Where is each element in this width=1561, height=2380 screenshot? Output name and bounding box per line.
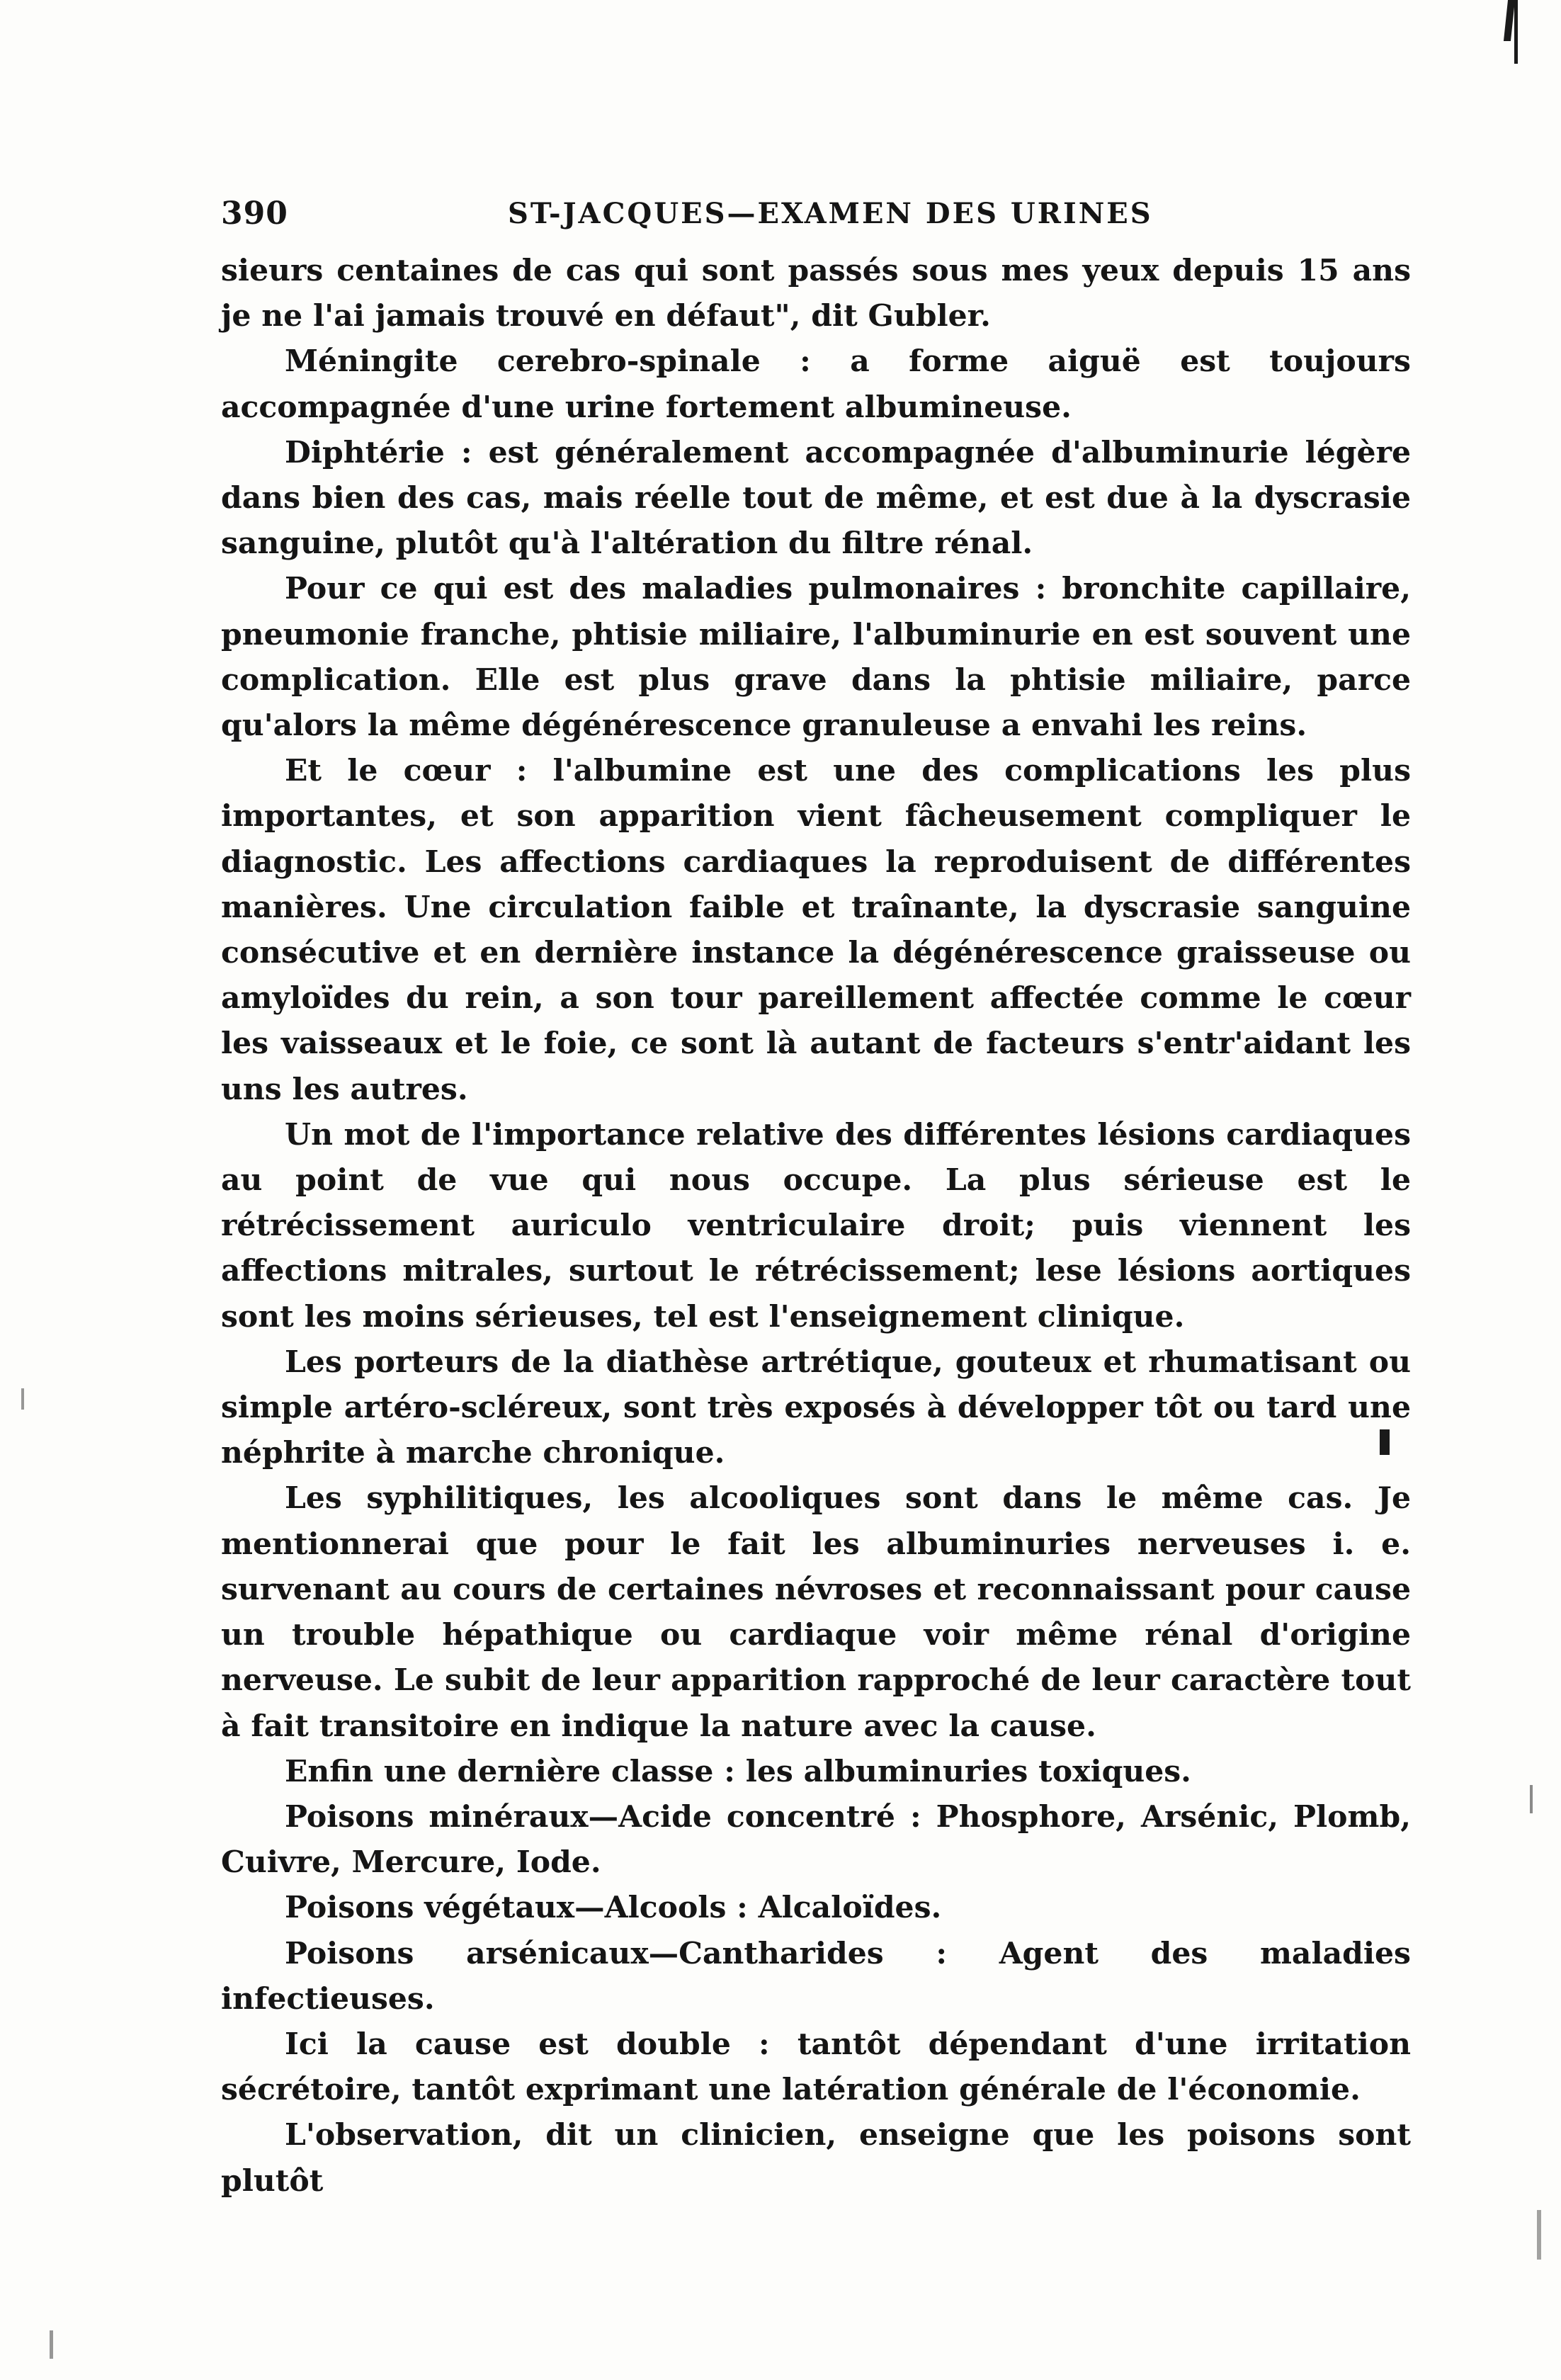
paragraph: Méningite cerebro-spinale : a forme aiguë est toujours accompagnée d'une urine fortement albumineuse. [221,344,1411,425]
running-title: ST-JACQUES—EXAMEN DES URINES [508,197,1153,230]
page-number: 390 [221,196,288,232]
paragraph: Poisons minéraux—Acide concentré : Phosphore, Arsénic, Plomb, Cuivre, Mercure, Iode. [221,1798,1411,1881]
page-header [221,196,1411,245]
paragraph: Les porteurs de la diathèse artrétique, gouteux et rhumatisant ou simple artéro-scléreux, sont très exposés à développer tôt ou tard une néphrite à marche chronique. [221,1344,1411,1471]
paragraph: Pour ce qui est des maladies pulmonaires : bronchite capillaire, pneumonie franche, phtisie miliaire, l'albuminurie en est souvent une complication. Elle est plus grave dans la phtisie miliaire, parce qu'alors la même dégénérescence granuleuse a envahi les reins. [221,571,1411,744]
paragraph: Ici la cause est double : tantôt dépendant d'une irritation sécrétoire, tantôt exprimant une latération générale de l'économie. [221,2026,1411,2108]
body-text [221,248,1411,2204]
paragraph: Et le cœur : l'albumine est une des complications les plus importantes, et son apparition vient fâcheusement compliquer le diagnostic. Les affections cardiaques la reproduisent de différentes manières. Une circulation faible et traînante, la dyscrasie sanguine consécutive et en dernière instance la dégénérescence graisseuse ou amyloïdes du rein, a son tour pareillement affectée comme le cœur les vaisseaux et le foie, ce sont là autant de facteurs s'entr'aidant les uns les autres. [221,753,1411,1107]
scan-edge-mark [1504,0,1515,41]
paragraph: Les syphilitiques, les alcooliques sont dans le même cas. Je mentionnerai que pour le fait les albuminuries nerveuses i. e. survenant au cours de certaines névroses et reconnaissant pour cause un trouble hépathique ou cardiaque voir même rénal d'origine nerveuse. Le subit de leur apparition rapproché de leur caractère tout à fait transitoire en indique la nature avec la cause. [221,1480,1411,1744]
scan-edge-mark [1514,0,1518,64]
scan-edge-mark [21,1388,24,1410]
scan-edge-mark [1530,1785,1533,1813]
scan-edge-mark [1537,2210,1541,2260]
scan-edge-mark [50,2330,53,2359]
paragraph: Diphtérie : est généralement accompagnée d'albuminurie légère dans bien des cas, mais réelle tout de même, et est due à la dyscrasie sanguine, plutôt qu'à l'altération du filtre rénal. [221,434,1411,562]
paragraph: sieurs centaines de cas qui sont passés sous mes yeux depuis 15 ans je ne l'ai jamais trouvé en défaut", dit Gubler. [221,253,1411,334]
paragraph: Un mot de l'importance relative des différentes lésions cardiaques au point de vue qui nous occupe. La plus sérieuse est le rétrécissement auriculo ventriculaire droit; puis viennent les affections mitrales, surtout le rétrécissement; lese lésions aortiques sont les moins sérieuses, tel est l'enseignement clinique. [221,1116,1411,1334]
paragraph: Poisons arsénicaux—Cantharides : Agent des maladies infectieuses. [221,1935,1411,2017]
paragraph: Enfin une dernière classe : les albuminuries toxiques. [285,1753,1191,1789]
paragraph: L'observation, dit un clinicien, enseigne que les poisons sont plutôt [221,2117,1411,2199]
paragraph: Poisons végétaux—Alcools : Alcaloïdes. [285,1890,942,1926]
